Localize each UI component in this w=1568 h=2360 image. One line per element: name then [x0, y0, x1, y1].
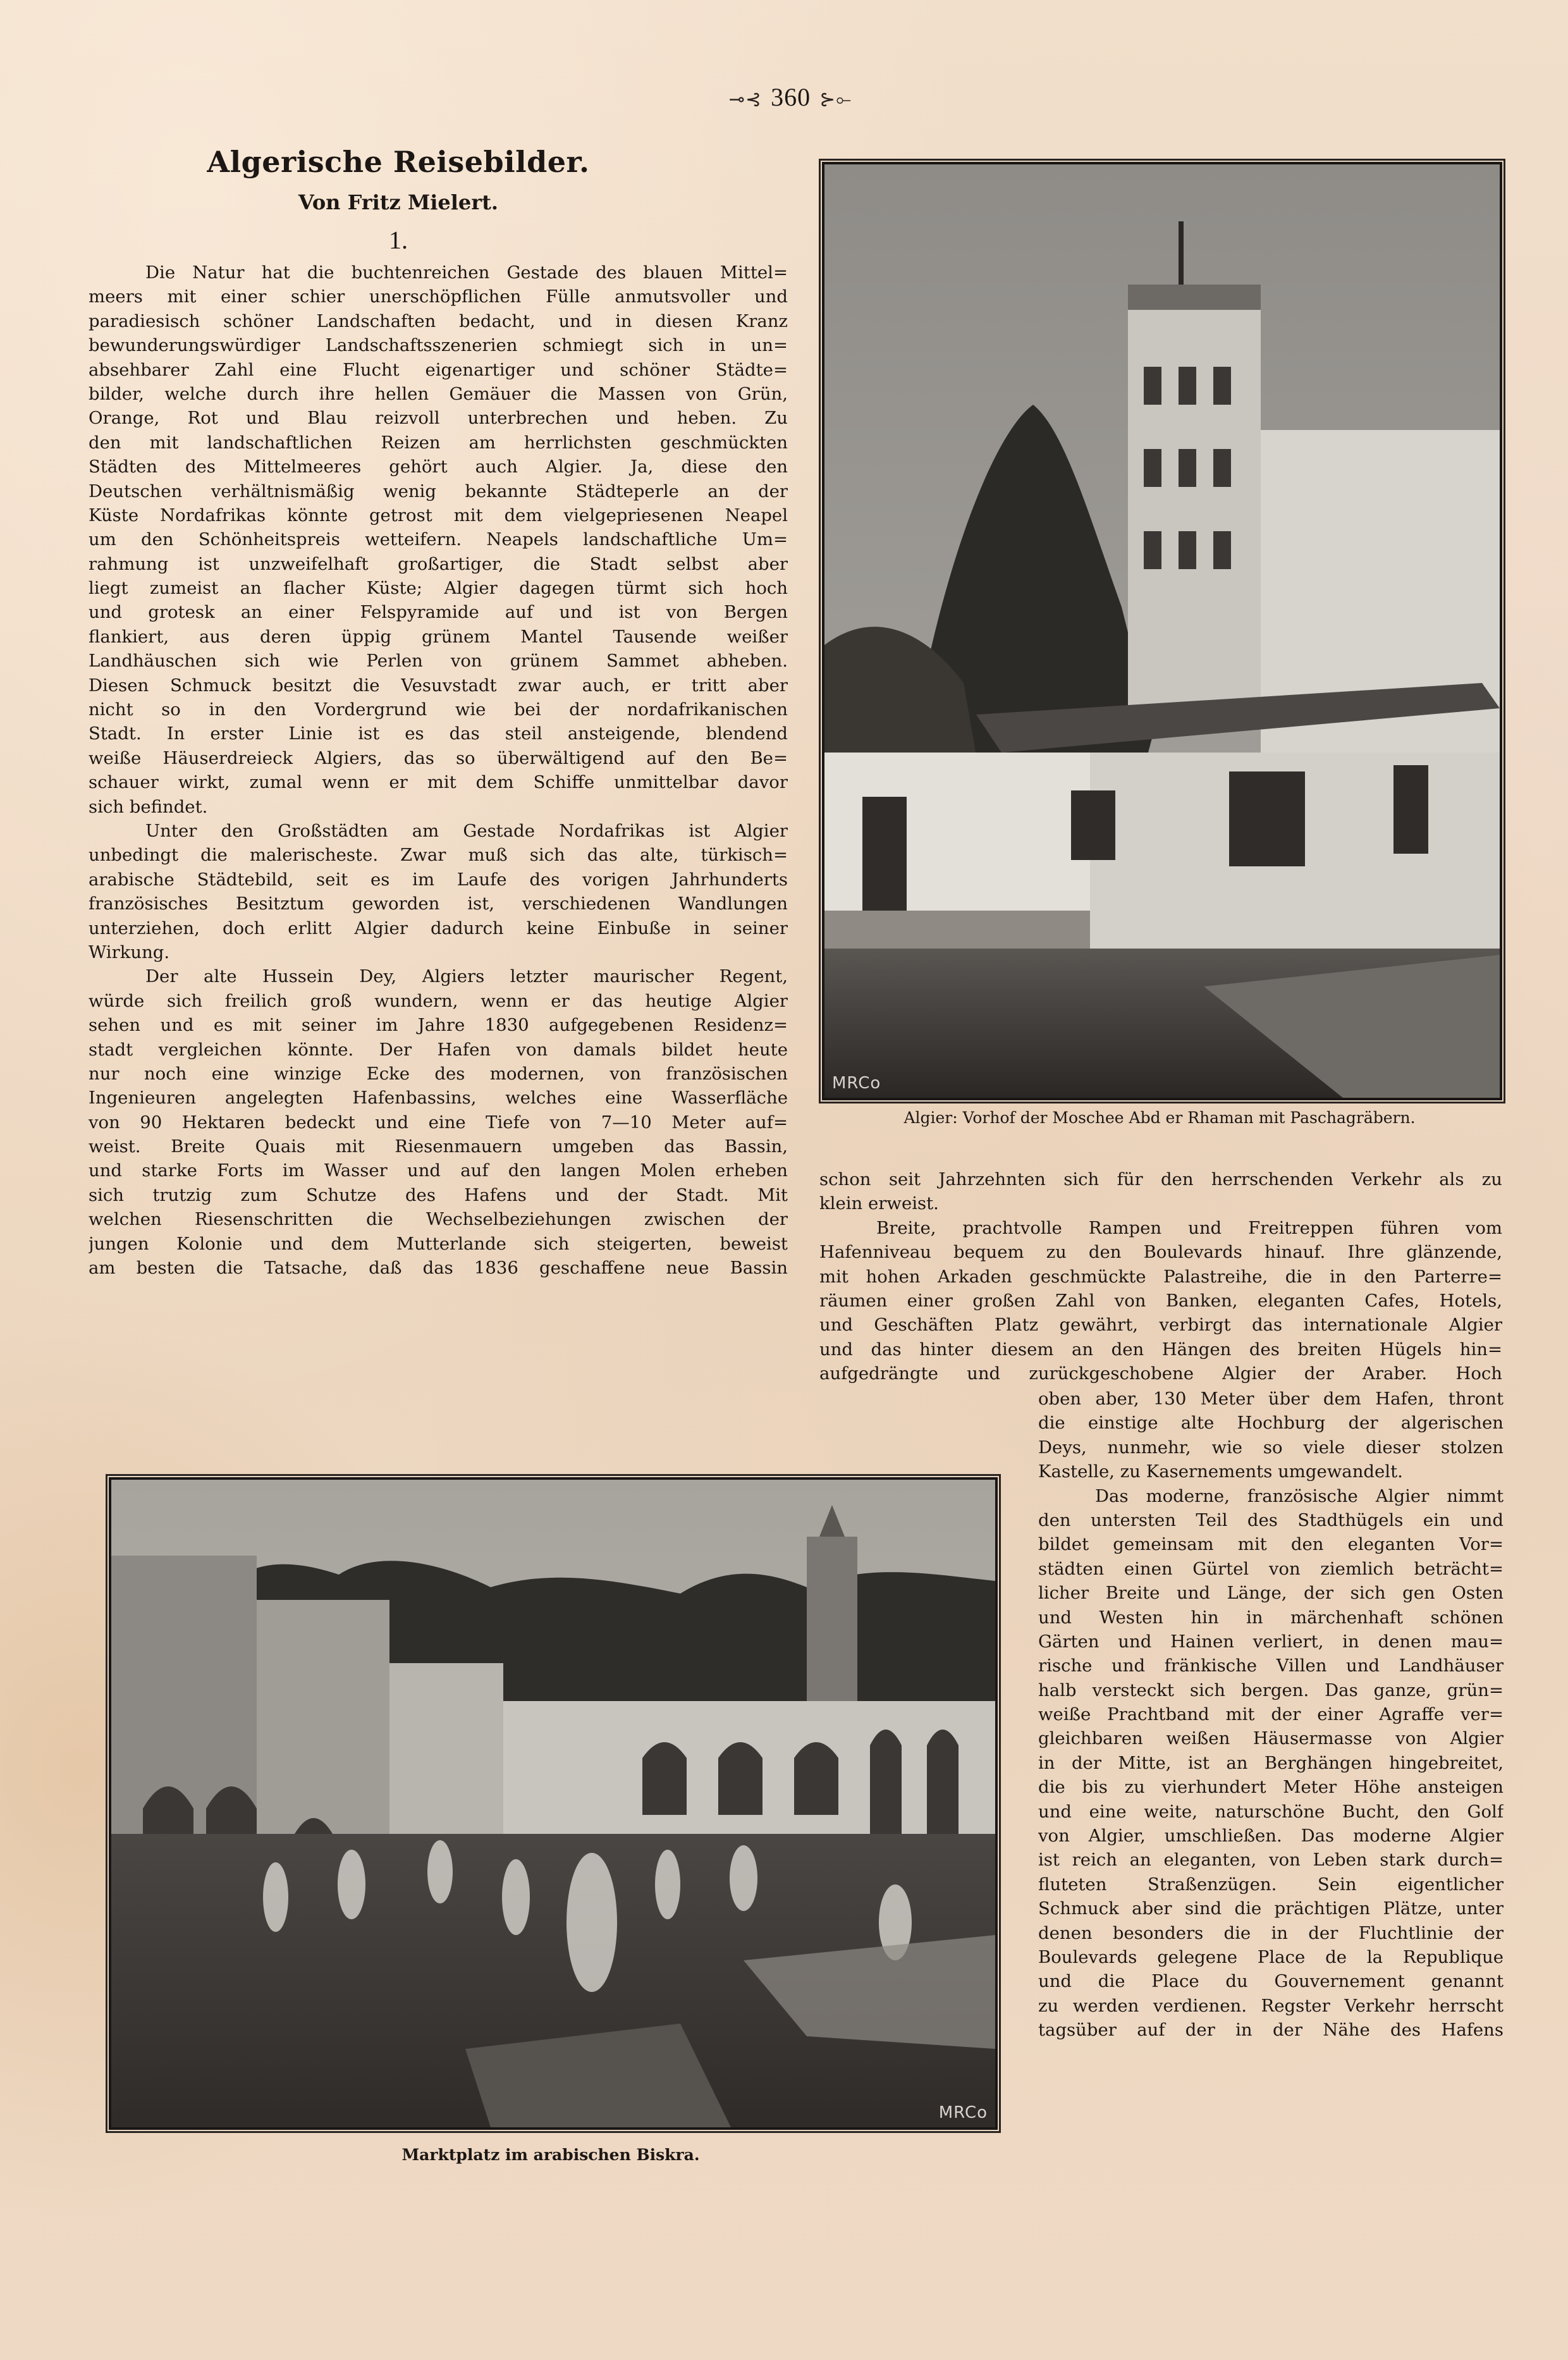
- text-line: rische und fränkische Villen und Landhäuser: [1038, 1656, 1504, 1676]
- text-line: den mit landschaftlichen Reizen am herrlichsten geschmückten: [89, 432, 788, 453]
- page-number-value: 360: [771, 83, 811, 111]
- text-line: stadt vergleichen könnte. Der Hafen von damals bildet heute: [89, 1039, 788, 1060]
- text-line: in der Mitte, ist an Berghängen hingebreitet,: [1038, 1752, 1504, 1773]
- text-line: flankiert, aus deren üppig grünem Mantel Tausende weißer: [89, 626, 788, 647]
- text-line: sich befindet.: [89, 796, 208, 817]
- text-line: oben aber, 130 Meter über dem Hafen, thront: [1038, 1389, 1504, 1409]
- text-line: weiße Häuserdreieck Algiers, das so überwältigend auf den Be=: [89, 747, 788, 768]
- text-line: und die Place du Gouvernement genannt: [1038, 1971, 1504, 1992]
- text-line: städten einen Gürtel von ziemlich beträcht=: [1038, 1558, 1504, 1579]
- text-line: licher Breite und Länge, der sich gen Osten: [1038, 1583, 1504, 1604]
- text-line: französisches Besitztum geworden ist, verschiedenen Wandlungen: [89, 894, 788, 914]
- text-line: arabische Städtebild, seit es im Laufe des vorigen Jahrhunderts: [89, 869, 788, 890]
- text-line: Diesen Schmuck besitzt die Vesuvstadt zwar auch, er tritt aber: [89, 675, 788, 696]
- text-line: von 90 Hektaren bedeckt und eine Tiefe von 7—10 Meter auf=: [89, 1112, 788, 1133]
- caption-market: Marktplatz im arabischen Biskra.: [401, 2146, 700, 2164]
- text-line: Städten des Mittelmeeres gehört auch Algier. Ja, diese den: [89, 457, 788, 477]
- text-line: fluteten Straßenzügen. Sein eigentlicher: [1038, 1874, 1504, 1895]
- text-line: klein erweist.: [819, 1193, 939, 1214]
- left-column-text: [89, 261, 788, 1280]
- text-line: und starke Forts im Wasser und auf den langen Molen erheben: [89, 1160, 788, 1181]
- text-line: Stadt. In erster Linie ist es das steil ansteigende, blendend: [89, 723, 788, 744]
- text-line: halb versteckt sich bergen. Das ganze, grün=: [1038, 1680, 1504, 1700]
- text-line: aufgedrängte und zurückgeschobene Algier der Araber. Hoch: [819, 1363, 1502, 1384]
- text-line: schon seit Jahrzehnten sich für den herrschenden Verkehr als zu: [819, 1169, 1502, 1189]
- right-column-wide-text: [819, 1167, 1502, 1386]
- text-line: tagsüber auf der in der Nähe des Hafens: [1038, 2020, 1504, 2041]
- text-line: und eine weite, naturschöne Bucht, den Golf: [1038, 1801, 1504, 1822]
- photo-signature-market: MRCo: [938, 2103, 988, 2122]
- article-author: Von Fritz Mielert.: [298, 190, 499, 214]
- text-line: und das hinter diesem an den Hängen des breiten Hügels hin=: [819, 1339, 1502, 1360]
- text-line: Landhäuschen sich wie Perlen von grünem Sammet abheben.: [89, 651, 788, 672]
- text-line: rahmung ist unzweifelhaft großartiger, die Stadt selbst aber: [89, 553, 788, 574]
- text-line: Schmuck aber sind die prächtigen Plätze, unter: [1038, 1898, 1504, 1919]
- text-line: Deys, nunmehr, wie so viele dieser stolzen: [1038, 1437, 1504, 1458]
- text-line: die einstige alte Hochburg der algerischen: [1038, 1413, 1504, 1434]
- text-line: von Algier, umschließen. Das moderne Algier: [1038, 1826, 1504, 1847]
- text-line: sich trutzig zum Schutze des Hafens und der Stadt. Mit: [89, 1184, 788, 1205]
- ornament-left-icon: ⊸⊰: [728, 89, 763, 110]
- text-line: würde sich freilich groß wundern, wenn er das heutige Algier: [89, 990, 788, 1011]
- text-line: Wirkung.: [89, 942, 170, 962]
- text-line: und Geschäften Platz gewährt, verbirgt das internationale Algier: [819, 1315, 1502, 1336]
- caption-mosque: Algier: Vorhof der Moschee Abd er Rhaman mit Paschagräbern.: [903, 1109, 1416, 1127]
- text-line: Breite, prachtvolle Rampen und Freitreppen führen vom: [876, 1217, 1502, 1238]
- text-line: Die Natur hat die buchtenreichen Gestade des blauen Mittel=: [145, 262, 788, 283]
- text-line: Orange, Rot und Blau reizvoll unterbrechen und heben. Zu: [89, 408, 788, 429]
- photo-market-biskra: [109, 1477, 998, 2130]
- text-line: Das moderne, französische Algier nimmt: [1095, 1485, 1504, 1506]
- text-line: paradiesisch schöner Landschaften bedacht, und in diesen Kranz: [89, 310, 788, 331]
- text-line: um den Schönheitspreis wetteifern. Neapels landschaftliche Um=: [89, 529, 788, 550]
- text-line: ist reich an eleganten, von Leben stark durch=: [1038, 1850, 1504, 1871]
- text-line: liegt zumeist an flacher Küste; Algier dagegen türmt sich hoch: [89, 578, 788, 599]
- market-photo-image: [111, 1480, 995, 2127]
- text-line: schauer wirkt, zumal wenn er mit dem Schiffe unmittelbar davor: [89, 772, 788, 793]
- text-line: nur noch eine winzige Ecke des modernen, von französischen: [89, 1063, 788, 1084]
- mosque-photo-image: [824, 164, 1500, 1098]
- text-line: denen besonders die in der Fluchtlinie der: [1038, 1922, 1504, 1943]
- text-line: und Westen hin in märchenhaft schönen: [1038, 1607, 1504, 1628]
- text-line: Deutschen verhältnismäßig wenig bekannte Städteperle an der: [89, 481, 788, 501]
- text-line: zu werden verdienen. Regster Verkehr herrscht: [1038, 1995, 1504, 2016]
- text-line: absehbarer Zahl eine Flucht eigenartiger und schöner Städte=: [89, 359, 788, 380]
- text-line: räumen einer großen Zahl von Banken, eleganten Cafes, Hotels,: [819, 1290, 1502, 1311]
- photo-signature-mosque: MRCo: [832, 1074, 881, 1093]
- text-line: und grotesk an einer Felspyramide auf und ist von Bergen: [89, 602, 788, 623]
- text-line: Der alte Hussein Dey, Algiers letzter maurischer Regent,: [145, 966, 788, 987]
- text-line: Boulevards gelegene Place de la Republique: [1038, 1946, 1504, 1967]
- text-line: unterziehen, doch erlitt Algier dadurch keine Einbuße in seiner: [89, 918, 788, 938]
- text-line: sehen und es mit seiner im Jahre 1830 aufgegebenen Residenz=: [89, 1015, 788, 1036]
- ornament-right-icon: ⊱⟜: [819, 89, 852, 110]
- right-column-narrow-text: [1038, 1387, 1504, 2043]
- text-line: Kastelle, zu Kasernements umgewandelt.: [1038, 1461, 1403, 1482]
- text-line: gleichbaren weißen Häusermasse von Algier: [1038, 1728, 1504, 1749]
- text-line: bewunderungswürdiger Landschaftsszenerien schmiegt sich in un=: [89, 335, 788, 356]
- text-line: mit hohen Arkaden geschmückte Palastreihe, die in den Parterre=: [819, 1266, 1502, 1287]
- text-line: weiße Prachtband mit der einer Agraffe ver=: [1038, 1704, 1504, 1725]
- text-line: Ingenieuren angelegten Hafenbassins, welches eine Wasserfläche: [89, 1088, 788, 1109]
- text-line: bilder, welche durch ihre hellen Gemäuer die Massen von Grün,: [89, 383, 788, 404]
- text-line: die bis zu vierhundert Meter Höhe ansteigen: [1038, 1777, 1504, 1798]
- photo-mosque-courtyard: [822, 162, 1502, 1100]
- section-number: 1.: [389, 226, 408, 254]
- article-title: Algerische Reisebilder.: [207, 145, 590, 179]
- text-line: Küste Nordafrikas könnte getrost mit dem vielgepriesenen Neapel: [89, 505, 788, 525]
- text-line: Gärten und Hainen verliert, in denen mau=: [1038, 1631, 1504, 1652]
- text-line: welchen Riesenschritten die Wechselbeziehungen zwischen der: [89, 1209, 788, 1230]
- text-line: meers mit einer schier unerschöpflichen Fülle anmutsvoller und: [89, 286, 788, 307]
- text-line: Hafenniveau bequem zu den Boulevards hinauf. Ihre glänzende,: [819, 1242, 1502, 1263]
- page-number: [708, 82, 873, 115]
- text-line: den untersten Teil des Stadthügels ein und: [1038, 1509, 1504, 1530]
- text-line: bildet gemeinsam mit den eleganten Vor=: [1038, 1534, 1504, 1555]
- text-line: am besten die Tatsache, daß das 1836 geschaffene neue Bassin: [89, 1258, 788, 1279]
- text-line: jungen Kolonie und dem Mutterlande sich steigerten, beweist: [89, 1233, 788, 1254]
- text-line: unbedingt die malerischeste. Zwar muß sich das alte, türkisch=: [89, 845, 788, 866]
- text-line: Unter den Großstädten am Gestade Nordafrikas ist Algier: [145, 820, 788, 841]
- text-line: nicht so in den Vordergrund wie bei der nordafrikanischen: [89, 699, 788, 720]
- text-line: weist. Breite Quais mit Riesenmauern umgeben das Bassin,: [89, 1136, 788, 1157]
